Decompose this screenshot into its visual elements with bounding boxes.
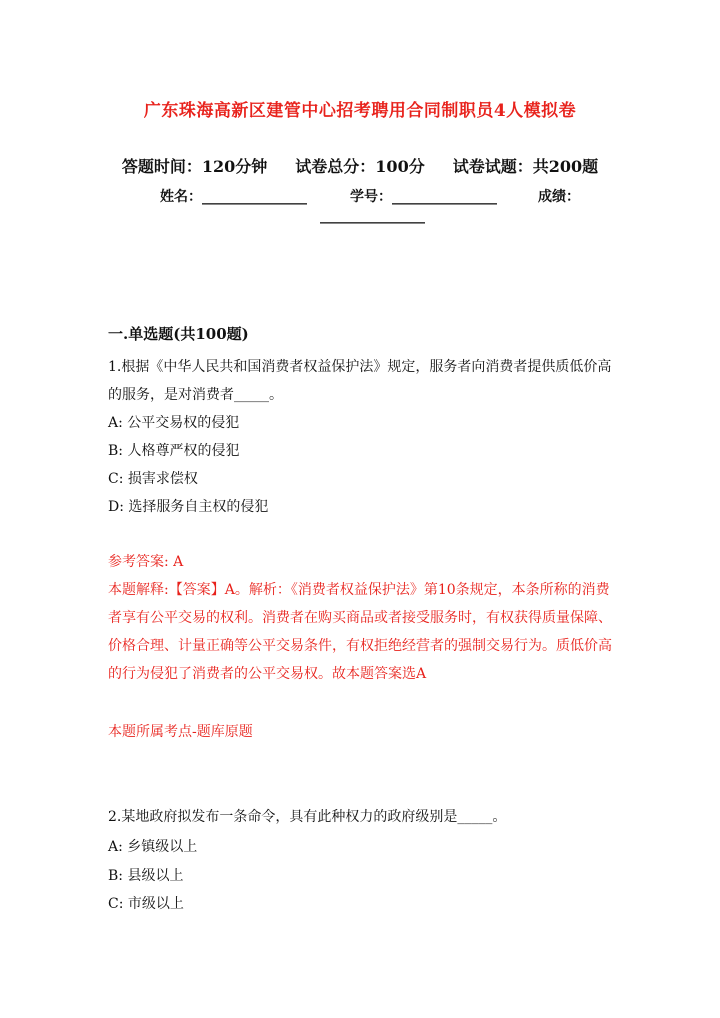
question-2-option-a: A: 乡镇级以上 <box>108 839 198 855</box>
question-1-explanation: 本题解释:【答案】A。解析：《消费者权益保护法》第10条规定，本条所称的消费者享有公平交易的权利。消费者在购买商品或者接受服务时，有权获得质量保障、价格合理、计量正确等公平交易条件，有权拒绝经营者的强制交易行为。质低价高的行为侵犯了消费者的公平交易权。故本题答案选A <box>108 582 612 682</box>
section-title: 一.单选题(共100题) <box>108 325 249 343</box>
question-1-option-a: A: 公平交易权的侵犯 <box>108 415 240 431</box>
question-1-option-d: D: 选择服务自主权的侵犯 <box>108 499 269 515</box>
question-1-option-c: C: 损害求偿权 <box>108 471 198 487</box>
question-2-stem: 2.某地政府拟发布一条命令，具有此种权力的政府级别是_____。 <box>108 809 507 825</box>
question-1-answer: 参考答案: A <box>108 554 184 570</box>
score-blank: _______________ <box>320 208 425 224</box>
exam-meta <box>0 154 720 177</box>
question-1-option-b: B: 人格尊严权的侵犯 <box>108 443 240 459</box>
question-2-option-c: C: 市级以上 <box>108 896 184 912</box>
total-questions: 试卷试题：共200题 <box>452 157 599 176</box>
document-title: 广东珠海高新区建管中心招考聘用合同制职员4人模拟卷 <box>143 101 577 121</box>
question-2-option-b: B: 县级以上 <box>108 868 184 884</box>
question-1-stem: 1.根据《中华人民共和国消费者权益保护法》规定，服务者向消费者提供质低价高的服务，是对消费者_____。 <box>108 359 612 403</box>
score-field: 成绩： <box>538 189 580 205</box>
question-1-source: 本题所属考点-题库原题 <box>108 724 253 740</box>
exam-time: 答题时间：120分钟 <box>121 157 268 176</box>
name-field: 姓名：_______________ <box>160 189 307 205</box>
student-id-field: 学号：_______________ <box>350 189 497 205</box>
student-fields <box>160 186 630 282</box>
total-score: 试卷总分：100分 <box>295 157 425 176</box>
